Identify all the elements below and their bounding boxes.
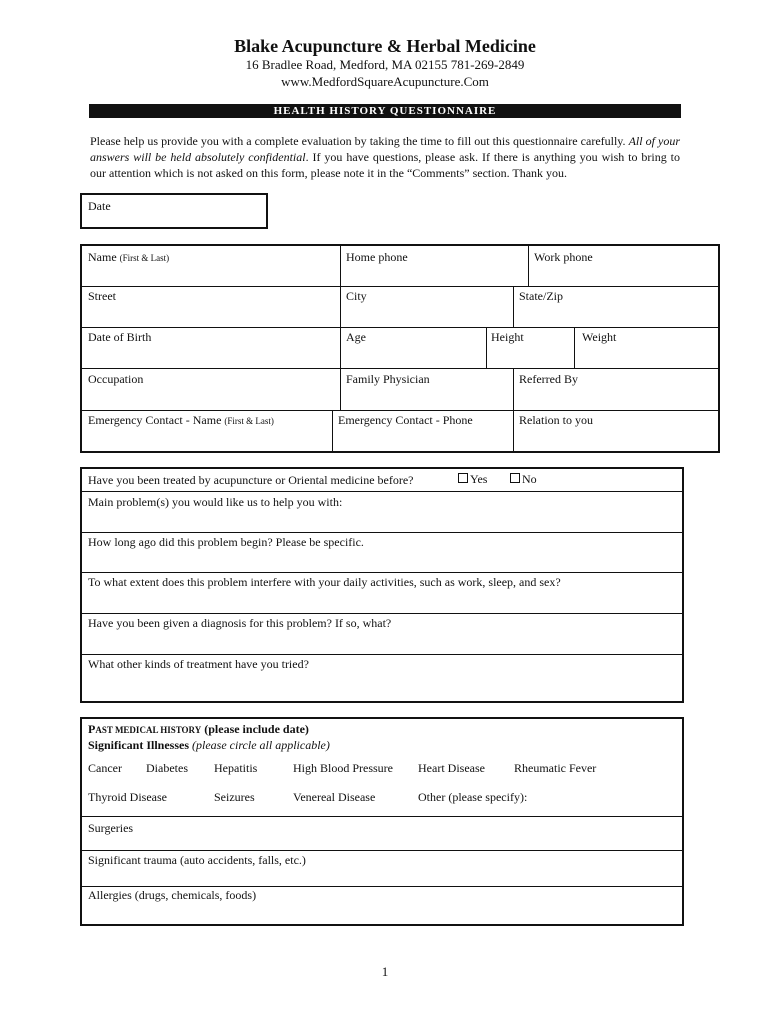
illness-option[interactable]: High Blood Pressure: [293, 761, 393, 775]
age-field[interactable]: Age: [346, 330, 366, 344]
confidential-note: All of your answers will be held absolutely confidential: [90, 134, 680, 164]
illness-option-other[interactable]: Other (please specify):: [418, 790, 528, 804]
medical-history-heading: PAST MEDICAL HISTORY (please include date): [88, 722, 309, 736]
form-title: HEALTH HISTORY QUESTIONNAIRE: [273, 105, 497, 117]
main-problem-field[interactable]: Main problem(s) you would like us to help you with:: [88, 495, 343, 509]
surgeries-field[interactable]: Surgeries: [88, 821, 134, 835]
illness-option[interactable]: Venereal Disease: [293, 790, 376, 804]
no-checkbox[interactable]: No: [510, 472, 537, 487]
medical-history-box: [80, 717, 684, 926]
problems-box: [80, 467, 684, 703]
illness-option[interactable]: Diabetes: [146, 761, 188, 775]
weight-field[interactable]: Weight: [582, 330, 617, 344]
occupation-field[interactable]: Occupation: [88, 372, 144, 386]
interference-field[interactable]: To what extent does this problem interfere with your daily activities, such as work, sleep, and sex?: [88, 575, 561, 589]
treated-before-question: Have you been treated by acupuncture or Oriental medicine before?: [88, 473, 414, 487]
yes-checkbox[interactable]: Yes: [458, 472, 487, 487]
contact-info-box: [80, 244, 720, 453]
date-label: Date: [88, 199, 111, 213]
family-physician-field[interactable]: Family Physician: [346, 372, 430, 386]
state-zip-field[interactable]: State/Zip: [519, 289, 563, 303]
referred-by-field[interactable]: Referred By: [519, 372, 578, 386]
illness-option[interactable]: Hepatitis: [214, 761, 258, 775]
home-phone-field[interactable]: Home phone: [346, 250, 408, 264]
illness-option[interactable]: Seizures: [214, 790, 255, 804]
emergency-contact-name-field[interactable]: Emergency Contact - Name (First & Last): [88, 413, 274, 427]
clinic-website: www.MedfordSquareAcupuncture.Com: [281, 74, 489, 89]
date-field[interactable]: [80, 193, 268, 229]
clinic-address: 16 Bradlee Road, Medford, MA 02155 781-269-2849: [245, 57, 525, 72]
name-field[interactable]: Name (First & Last): [88, 250, 170, 264]
allergies-field[interactable]: Allergies (drugs, chemicals, foods): [88, 888, 257, 902]
page-number: 1: [381, 964, 389, 979]
significant-illnesses-heading: Significant Illnesses (please circle all applicable): [88, 738, 330, 752]
work-phone-field[interactable]: Work phone: [534, 250, 593, 264]
illness-option[interactable]: Heart Disease: [418, 761, 485, 775]
relation-field[interactable]: Relation to you: [519, 413, 593, 427]
height-field[interactable]: Height: [491, 330, 524, 344]
illness-option[interactable]: Rheumatic Fever: [514, 761, 597, 775]
other-treatment-field[interactable]: What other kinds of treatment have you tried?: [88, 657, 309, 671]
checkbox-icon: [458, 473, 468, 483]
clinic-name: Blake Acupuncture & Herbal Medicine: [234, 36, 536, 56]
illness-option[interactable]: Cancer: [88, 761, 122, 775]
intro-paragraph: Please help us provide you with a complete evaluation by taking the time to fill out this questionnaire carefully. All of your answers will be held absolutely confidential. If you have questions, please ask. If there is anything you wish to bring to our attention which is not asked on this form, please note it in the “Comments” section. Thank you.: [90, 134, 680, 180]
dob-field[interactable]: Date of Birth: [88, 330, 152, 344]
checkbox-icon: [510, 473, 520, 483]
diagnosis-field[interactable]: Have you been given a diagnosis for this problem? If so, what?: [88, 616, 392, 630]
problem-duration-field[interactable]: How long ago did this problem begin? Please be specific.: [88, 535, 364, 549]
city-field[interactable]: City: [346, 289, 367, 303]
form-title-bar: [89, 104, 681, 118]
trauma-field[interactable]: Significant trauma (auto accidents, falls, etc.): [88, 853, 306, 867]
emergency-contact-phone-field[interactable]: Emergency Contact - Phone: [338, 413, 473, 427]
illness-option[interactable]: Thyroid Disease: [88, 790, 167, 804]
street-field[interactable]: Street: [88, 289, 116, 303]
